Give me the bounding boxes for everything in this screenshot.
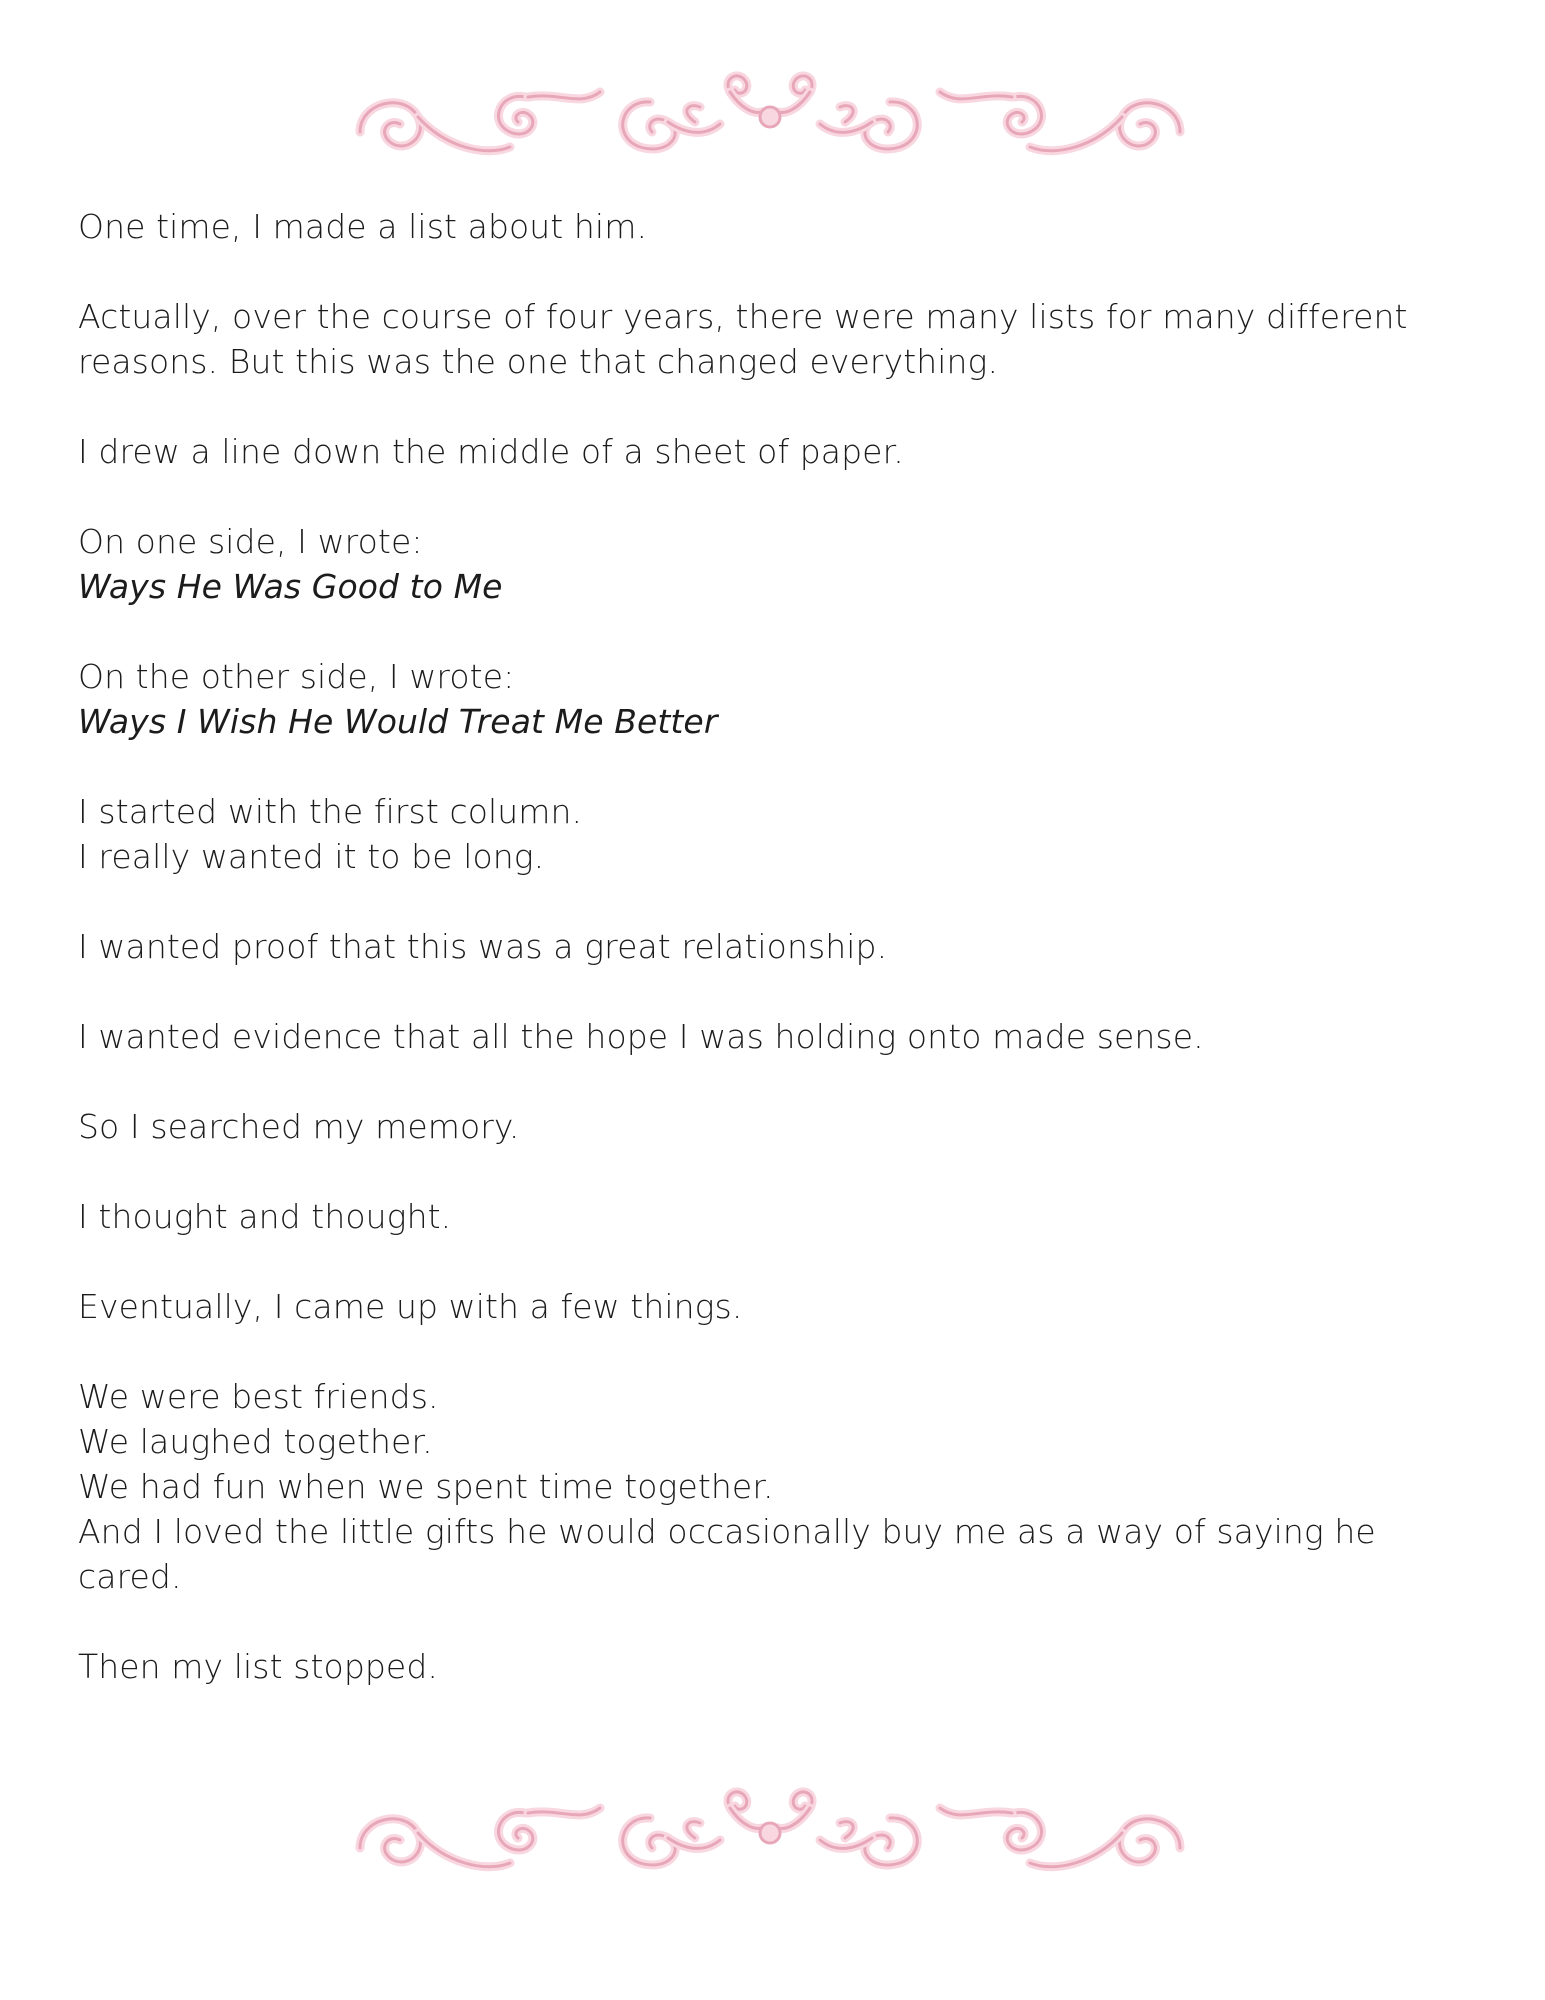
story-body	[78, 204, 1419, 1734]
text-line: Eventually, I came up with a few things.	[78, 1287, 743, 1326]
text-line: I wanted proof that this was a great relationship.	[78, 927, 888, 966]
paragraph	[78, 519, 1408, 609]
text-line: I started with the first column.	[78, 792, 583, 831]
italic-heading-line: Ways I Wish He Would Treat Me Better	[78, 702, 718, 741]
paragraph	[78, 1104, 1408, 1149]
text-line: One time, I made a list about him.	[78, 207, 648, 246]
paragraph	[78, 1284, 1408, 1329]
paragraph	[78, 429, 1408, 474]
text-line: On one side, I wrote:	[78, 522, 423, 561]
text-line: Then my list stopped.	[78, 1647, 438, 1686]
text-line: I drew a line down the middle of a sheet of paper.	[78, 432, 904, 471]
text-line: We laughed together.	[78, 1422, 433, 1461]
paragraph	[78, 294, 1419, 384]
swirl-flourish-divider-bottom	[350, 1778, 1190, 1888]
paragraph	[78, 789, 1408, 879]
italic-heading-line: Ways He Was Good to Me	[78, 567, 503, 606]
text-line: I wanted evidence that all the hope I was holding onto made sense.	[78, 1017, 1204, 1056]
paragraph	[78, 654, 1408, 744]
paragraph	[78, 204, 1408, 249]
swirl-flourish-divider-top	[350, 62, 1190, 172]
text-line: I really wanted it to be long.	[78, 837, 545, 876]
text-line: We were best friends.	[78, 1377, 439, 1416]
text-line: We had fun when we spent time together.	[78, 1467, 774, 1506]
text-line: On the other side, I wrote:	[78, 657, 515, 696]
paragraph	[78, 1644, 1408, 1689]
paragraph	[78, 1014, 1408, 1059]
text-line: Actually, over the course of four years, there were many lists for many different reasons. But this was the one that changed everything.	[78, 297, 1419, 381]
paragraph	[78, 924, 1408, 969]
paragraph	[78, 1194, 1408, 1239]
paragraph	[78, 1374, 1408, 1599]
text-line: So I searched my memory.	[78, 1107, 520, 1146]
text-line: And I loved the little gifts he would occasionally buy me as a way of saying he cared.	[78, 1512, 1387, 1596]
text-line: I thought and thought.	[78, 1197, 452, 1236]
center-bead	[760, 1823, 780, 1843]
center-bead	[760, 107, 780, 127]
